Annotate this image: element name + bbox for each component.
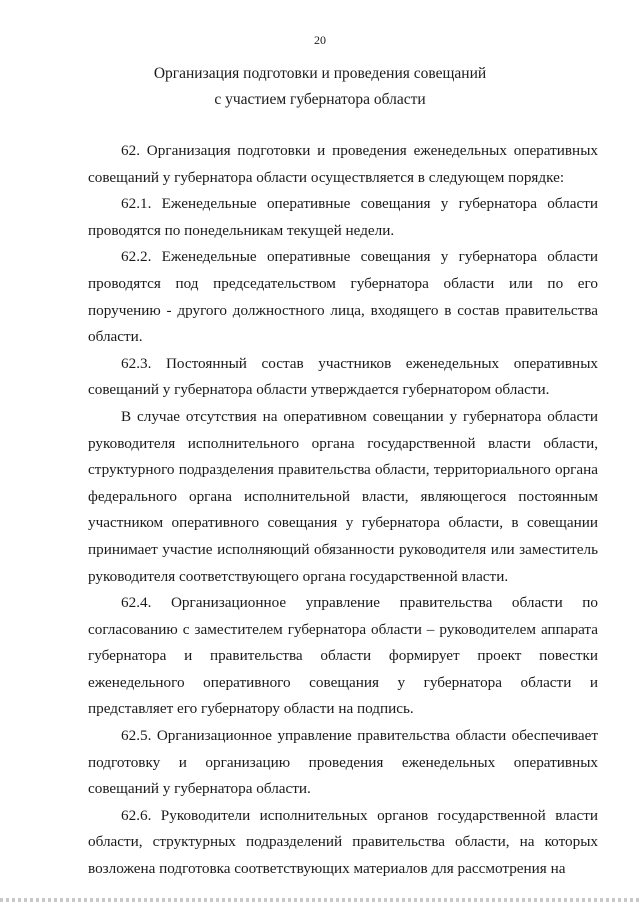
paragraph-62-6: 62.6. Руководители исполнительных органов государственной власти области, структурных подразделений правительства области, на которых возложена подготовка соответствующих материалов для рассмотрения на — [88, 806, 598, 878]
document-body — [88, 138, 598, 883]
page-number: 20 — [314, 33, 326, 47]
section-title — [0, 61, 640, 113]
paragraph-62-4: 62.4. Организационное управление правительства области по согласованию с заместителем губернатора области – руководителем аппарата губернатора и правительства области формирует проект повестки еженедельного оперативного совещания у губернатора области и представляет его губернатору области на подпись. — [88, 594, 598, 718]
scan-edge-artifact — [0, 898, 640, 902]
paragraph-62-5: 62.5. Организационное управление правительства области обеспечивает подготовку и организацию проведения еженедельных оперативных совещаний у губернатора области. — [88, 727, 598, 798]
section-title-line-2: с участием губернатора области — [214, 91, 426, 108]
paragraph-62-2: 62.2. Еженедельные оперативные совещания у губернатора области проводятся под председательством губернатора области или по его поручению - другого должностного лица, входящего в состав правительства области. — [88, 248, 598, 346]
section-title-line-1: Организация подготовки и проведения совещаний — [153, 65, 487, 82]
paragraph-62-1: 62.1. Еженедельные оперативные совещания у губернатора области проводятся по понедельникам текущей недели. — [88, 195, 598, 239]
paragraph-62: 62. Организация подготовки и проведения еженедельных оперативных совещаний у губернатора области осуществляется в следующем порядке: — [88, 142, 598, 186]
paragraph-62-3: 62.3. Постоянный состав участников еженедельных оперативных совещаний у губернатора области утверждается губернатором области. — [88, 354, 598, 399]
paragraph-62-3-absence: В случае отсутствия на оперативном совещании у губернатора области руководителя исполнительного органа государственной власти области, структурного подразделения правительства области, территориального органа федерального органа исполнительной власти, являющегося постоянным участником оперативного совещания у губернатора области, в совещании принимает участие исполняющий обязанности руководителя или заместитель руководителя соответствующего органа государственной власти. — [88, 407, 598, 585]
